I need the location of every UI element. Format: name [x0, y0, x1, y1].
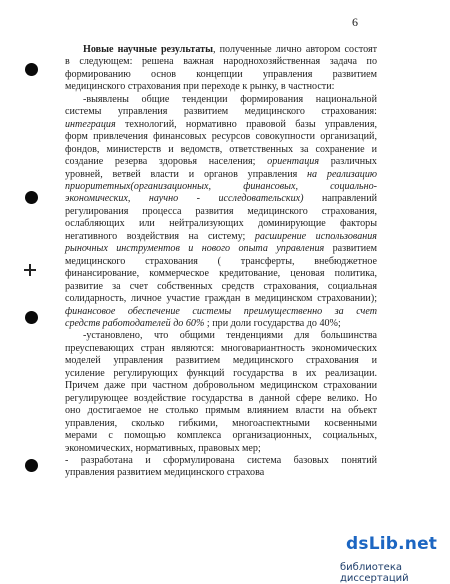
text-run: усиление регулирующих функций государства в их реализации. [65, 367, 377, 379]
text-run: рыночных инструментов и нового опыта управления [65, 243, 325, 255]
text-run: форм привлечения финансовых ресурсов совокупности организаций, [65, 131, 377, 143]
text-line [65, 330, 377, 342]
text-line [65, 119, 377, 131]
text-line [65, 380, 377, 392]
text-run: медицинского страхования при переходе к рынку, в частности: [65, 81, 335, 93]
text-run: технологий, нормативно правовой базы управления, [115, 118, 377, 130]
text-run: -установлено, что общими тенденциями для большинства [83, 330, 377, 342]
text-line [65, 218, 377, 230]
text-line [65, 181, 377, 193]
text-line [65, 44, 377, 56]
text-line [65, 368, 377, 380]
body-text [65, 44, 377, 480]
text-line [65, 318, 377, 330]
text-line [65, 131, 377, 143]
text-line [65, 455, 377, 467]
text-run: развитие за счет собственных средств страхования, социальная [65, 280, 377, 292]
text-run: управления, сколько гибкими, многоаспектными косвенными [65, 417, 377, 429]
binder-hole-icon [25, 459, 38, 472]
text-line [65, 355, 377, 367]
text-line [65, 467, 377, 479]
text-run: - разработана и сформулирована система базовых понятий [65, 454, 377, 466]
text-run: медицинского страхования ( трансферты, внебюджетное [65, 255, 377, 267]
text-run: в следующем: решена важная народнохозяйственная задача по [65, 56, 377, 68]
text-run: финансовое обеспечение системы преимущественно за счет [65, 305, 377, 317]
binder-hole-icon [25, 63, 38, 76]
text-line [65, 343, 377, 355]
text-line [65, 293, 377, 305]
watermark-caption: библиотека диссертаций [340, 562, 409, 584]
text-run: оно достигаемое не столько прямым влиянием власти на объект [65, 405, 377, 417]
text-line [65, 106, 377, 118]
text-run: различных [319, 156, 377, 168]
text-line [65, 206, 377, 218]
text-run: ориентация [267, 156, 320, 168]
text-line [65, 81, 377, 93]
text-run: ослабляющих или нейтрализующих доминирующие факторы [65, 218, 377, 230]
watermark-logo: dsLib.net [346, 534, 438, 554]
text-run: регулирования процесса развития медицинского страхования, [65, 205, 377, 217]
text-line [65, 443, 377, 455]
text-run: экономических, нормативных, правовых мер; [65, 442, 261, 454]
text-run: на реализацию [307, 168, 377, 180]
text-run: направлений [303, 193, 377, 205]
binder-hole-icon [25, 311, 38, 324]
text-line [65, 256, 377, 268]
text-run: интеграция [65, 118, 116, 130]
margin-mark-icon [24, 269, 36, 271]
text-run: фондов, министерств и ведомств, ответственных за сохранение и [65, 143, 377, 155]
text-line [65, 231, 377, 243]
text-line [65, 156, 377, 168]
text-line [65, 405, 377, 417]
text-line [65, 393, 377, 405]
text-run: Причем даже при частном добровольном медицинском страховании [65, 380, 377, 392]
text-run: приоритетных(организационных, финансовых, социально- [65, 180, 377, 192]
text-line [65, 430, 377, 442]
text-run: уровней, ветвей власти и органов управления [65, 168, 308, 180]
page-number: 6 [352, 15, 358, 29]
text-run: формированию основ концепции управления развитием [65, 68, 377, 80]
text-run: системы управления развитием медицинского страхования: [65, 106, 377, 118]
binder-hole-icon [25, 191, 38, 204]
text-run: преуспевающих стран являются: многовариантность экономических [65, 342, 377, 354]
text-run: экономических, научно - исследовательских) [65, 193, 304, 205]
text-run: Новые научные результаты [83, 44, 213, 55]
text-line [65, 56, 377, 68]
text-run: мерами с помощью комплекса организационных, социальных, [65, 430, 377, 442]
text-line [65, 306, 377, 318]
text-line [65, 94, 377, 106]
text-line [65, 243, 377, 255]
text-run: развитием [324, 243, 377, 255]
text-line [65, 169, 377, 181]
text-run: управления развитием медицинского страхова [65, 467, 265, 479]
text-run: моделей управления развитием медицинского страхования и [65, 355, 377, 367]
text-run: солидарность, личное участие граждан в медицинском страховании); [65, 293, 377, 305]
text-line [65, 281, 377, 293]
text-run: создание резерва здоровья населения; [65, 156, 268, 168]
text-line [65, 418, 377, 430]
text-line [65, 144, 377, 156]
text-line [65, 268, 377, 280]
text-run: расширение использования [254, 230, 377, 242]
text-run: -выявлены общие тенденции формирования национальной [83, 93, 377, 105]
text-run: негативного воздействия на систему; [65, 230, 255, 242]
text-run: регулирующее воздействие государства в данной сфере велико. Но [65, 392, 377, 404]
text-run: , полученные лично автором состоят [213, 44, 377, 55]
text-run: средств работодателей до 60% [65, 317, 205, 329]
text-line [65, 69, 377, 81]
text-run: финансирование, коммерческое кредитование, ценовая политика, [65, 268, 377, 280]
text-line [65, 193, 377, 205]
text-run: ; при доли государства до 40%; [204, 317, 341, 329]
